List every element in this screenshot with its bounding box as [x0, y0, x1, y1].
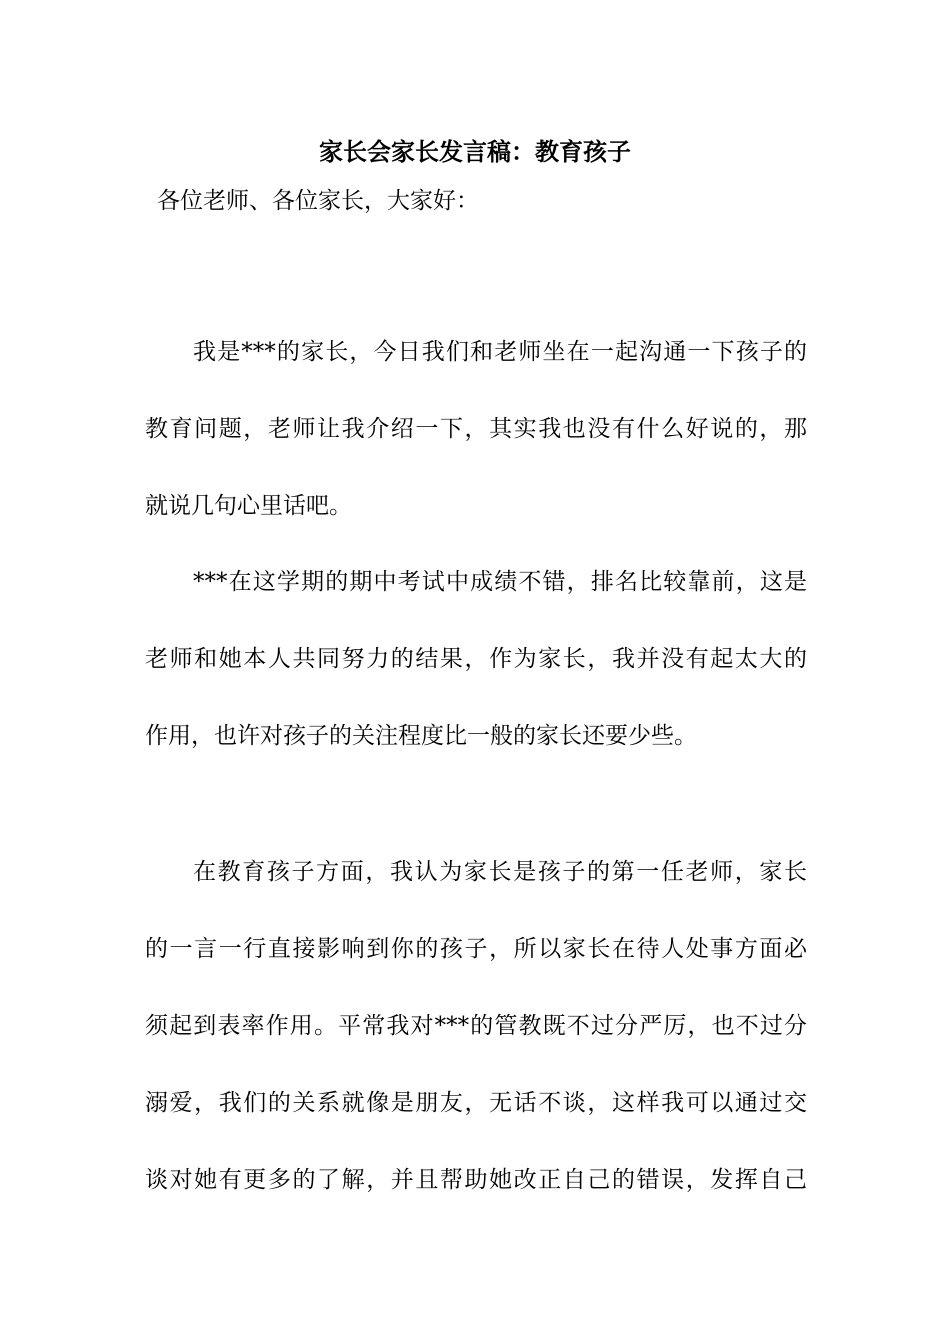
paragraph-line: ***在这学期的期中考试中成绩不错，排名比较靠前，这是 — [193, 569, 807, 595]
paragraph-line: 的一言一行直接影响到你的孩子，所以家长在待人处事方面必 — [145, 936, 807, 962]
paragraph-line: 就说几句心里话吧。 — [145, 493, 352, 519]
paragraph-3 — [145, 834, 807, 1219]
paragraph-line: 老师和她本人共同努力的结果，作为家长，我并没有起太大的 — [145, 646, 807, 672]
paragraph-line: 教育问题，老师让我介绍一下，其实我也没有什么好说的，那 — [145, 416, 807, 442]
paragraph-2 — [145, 544, 807, 775]
document-title: 家长会家长发言稿：教育孩子 — [319, 138, 631, 166]
greeting-line: 各位老师、各位家长，大家好： — [157, 188, 479, 214]
paragraph-line: 须起到表率作用。平常我对***的管教既不过分严厉，也不过分 — [145, 1013, 807, 1039]
paragraph-line: 溺爱，我们的关系就像是朋友，无话不谈，这样我可以通过交 — [145, 1090, 807, 1116]
paragraph-line: 作用，也许对孩子的关注程度比一般的家长还要少些。 — [145, 723, 697, 749]
paragraph-line: 我是***的家长，今日我们和老师坐在一起沟通一下孩子的 — [193, 339, 807, 365]
paragraph-1 — [145, 314, 807, 545]
paragraph-line: 谈对她有更多的了解，并且帮助她改正自己的错误，发挥自己 — [145, 1167, 807, 1193]
paragraph-line: 在教育孩子方面，我认为家长是孩子的第一任老师，家长 — [193, 859, 807, 885]
